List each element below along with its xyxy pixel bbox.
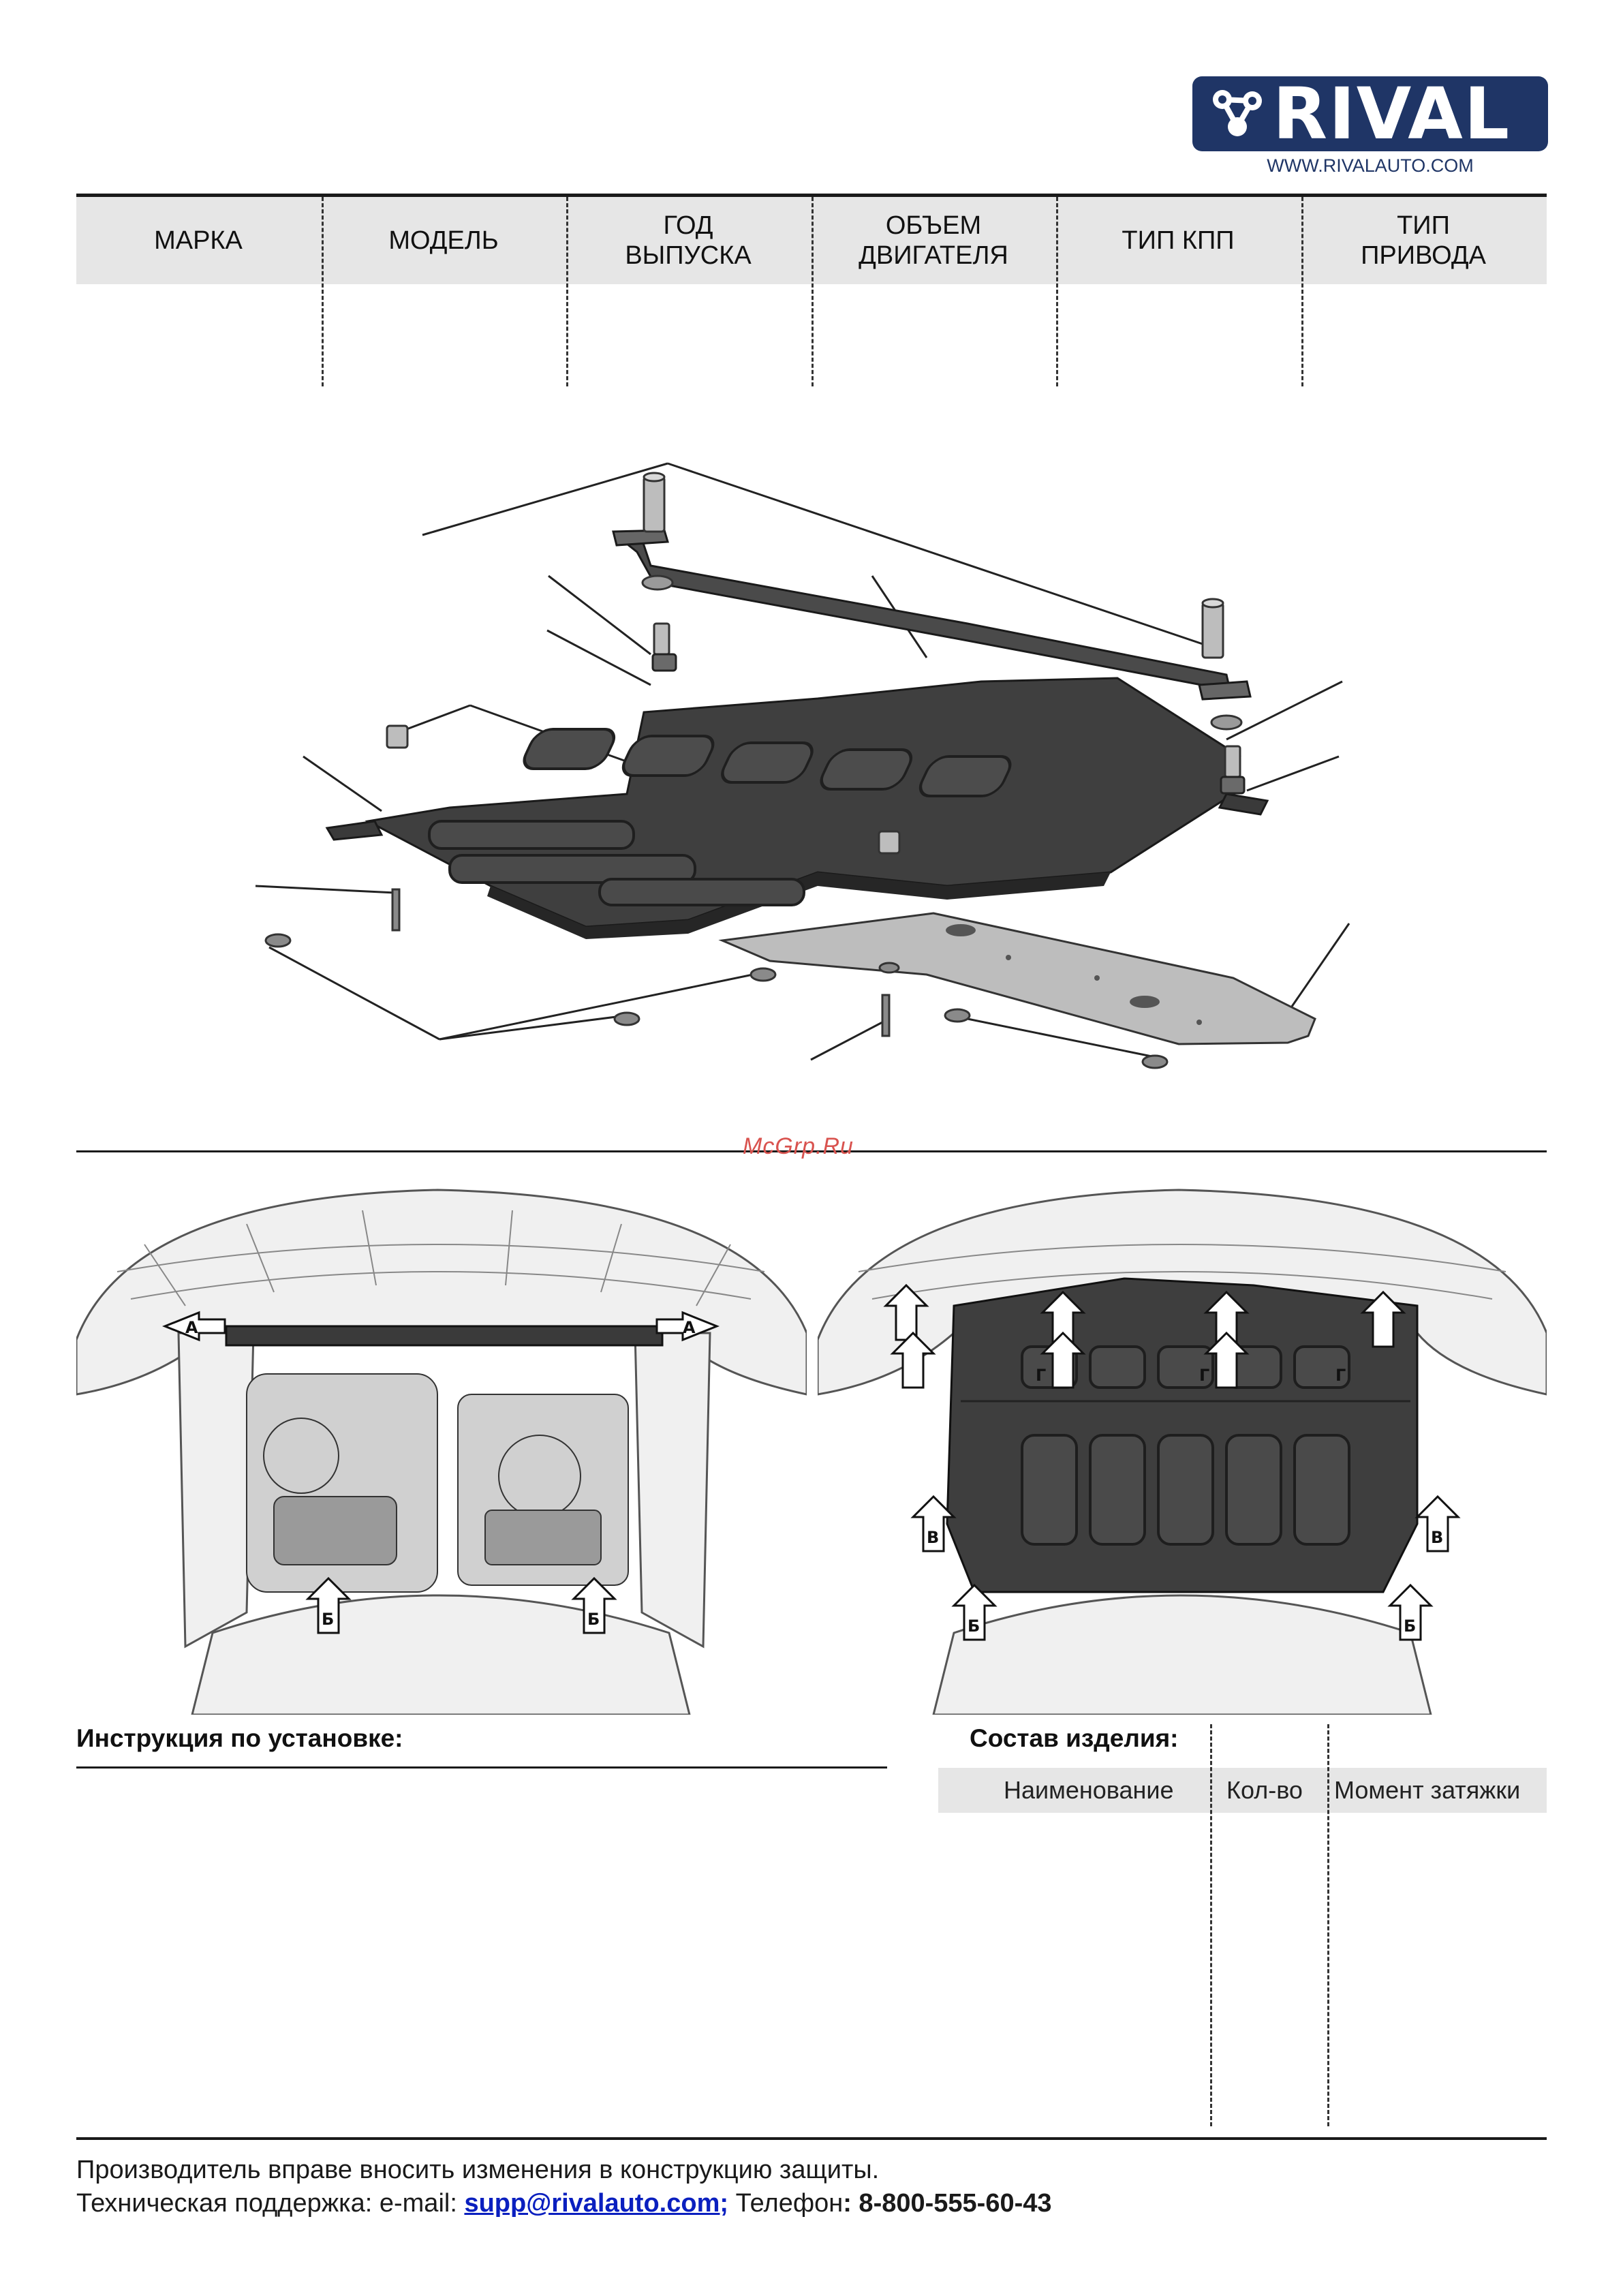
header-engine: ОБЪЕМ ДВИГАТЕЛЯ	[859, 211, 1008, 270]
header-gearbox: ТИП КПП	[1122, 226, 1235, 255]
mount-label-a-right: А	[683, 1318, 696, 1337]
column-divider	[812, 197, 814, 386]
mount-label-g-2: Г	[1199, 1366, 1210, 1385]
mount-label-b-left-installed: Б	[968, 1617, 980, 1636]
support-label: Техническая поддержка: e-mail:	[76, 2189, 465, 2218]
brand-logo	[1192, 72, 1548, 155]
underbody-installed-photo	[818, 1169, 1547, 1715]
instructions-rule	[76, 1766, 887, 1769]
mount-label-g-3: Г	[1335, 1366, 1346, 1385]
footer-rule	[76, 2137, 1547, 2140]
column-divider	[322, 197, 324, 386]
footer-support	[76, 2189, 1052, 2218]
brand-name: RIVAL	[1273, 72, 1511, 155]
exploded-assembly-diagram	[245, 450, 1376, 1104]
header-model: МОДЕЛЬ	[388, 226, 499, 255]
instructions-title: Инструкция по установке:	[76, 1724, 403, 1752]
header-make: МАРКА	[154, 226, 243, 255]
brand-url[interactable]: WWW.RIVALAUTO.COM	[1267, 155, 1474, 176]
composition-divider	[1327, 1724, 1329, 2126]
mount-label-b-right-installed: Б	[1404, 1617, 1417, 1636]
mount-label-b-left: Б	[322, 1610, 335, 1629]
header-year: ГОД ВЫПУСКА	[625, 211, 752, 270]
logo-emblem-icon	[1207, 85, 1269, 143]
composition-col-name: Наименование	[1004, 1776, 1174, 1804]
column-divider	[1056, 197, 1058, 386]
mount-label-a-left: А	[185, 1318, 198, 1337]
mount-label-g-1: Г	[1036, 1366, 1047, 1385]
composition-col-torque: Момент затяжки	[1334, 1776, 1521, 1804]
footer-notice: Производитель вправе вносить изменения в конструкцию защиты.	[76, 2156, 880, 2184]
header-drive: ТИП ПРИВОДА	[1361, 211, 1486, 270]
support-phone: : 8-800-555-60-43	[843, 2189, 1052, 2218]
mount-label-v-left: В	[927, 1528, 940, 1547]
column-divider	[1301, 197, 1303, 386]
mount-label-v-right: В	[1431, 1528, 1444, 1547]
composition-title: Состав изделия:	[970, 1724, 1179, 1752]
mount-label-b-right: Б	[587, 1610, 600, 1629]
watermark: McGrp.Ru	[743, 1133, 854, 1159]
underbody-before-photo	[76, 1169, 807, 1715]
composition-col-qty: Кол-во	[1226, 1776, 1303, 1804]
column-divider	[566, 197, 568, 386]
phone-label: Телефон	[728, 2189, 844, 2218]
composition-divider	[1210, 1724, 1212, 2126]
support-email-link[interactable]: supp@rivalauto.com;	[464, 2189, 729, 2218]
